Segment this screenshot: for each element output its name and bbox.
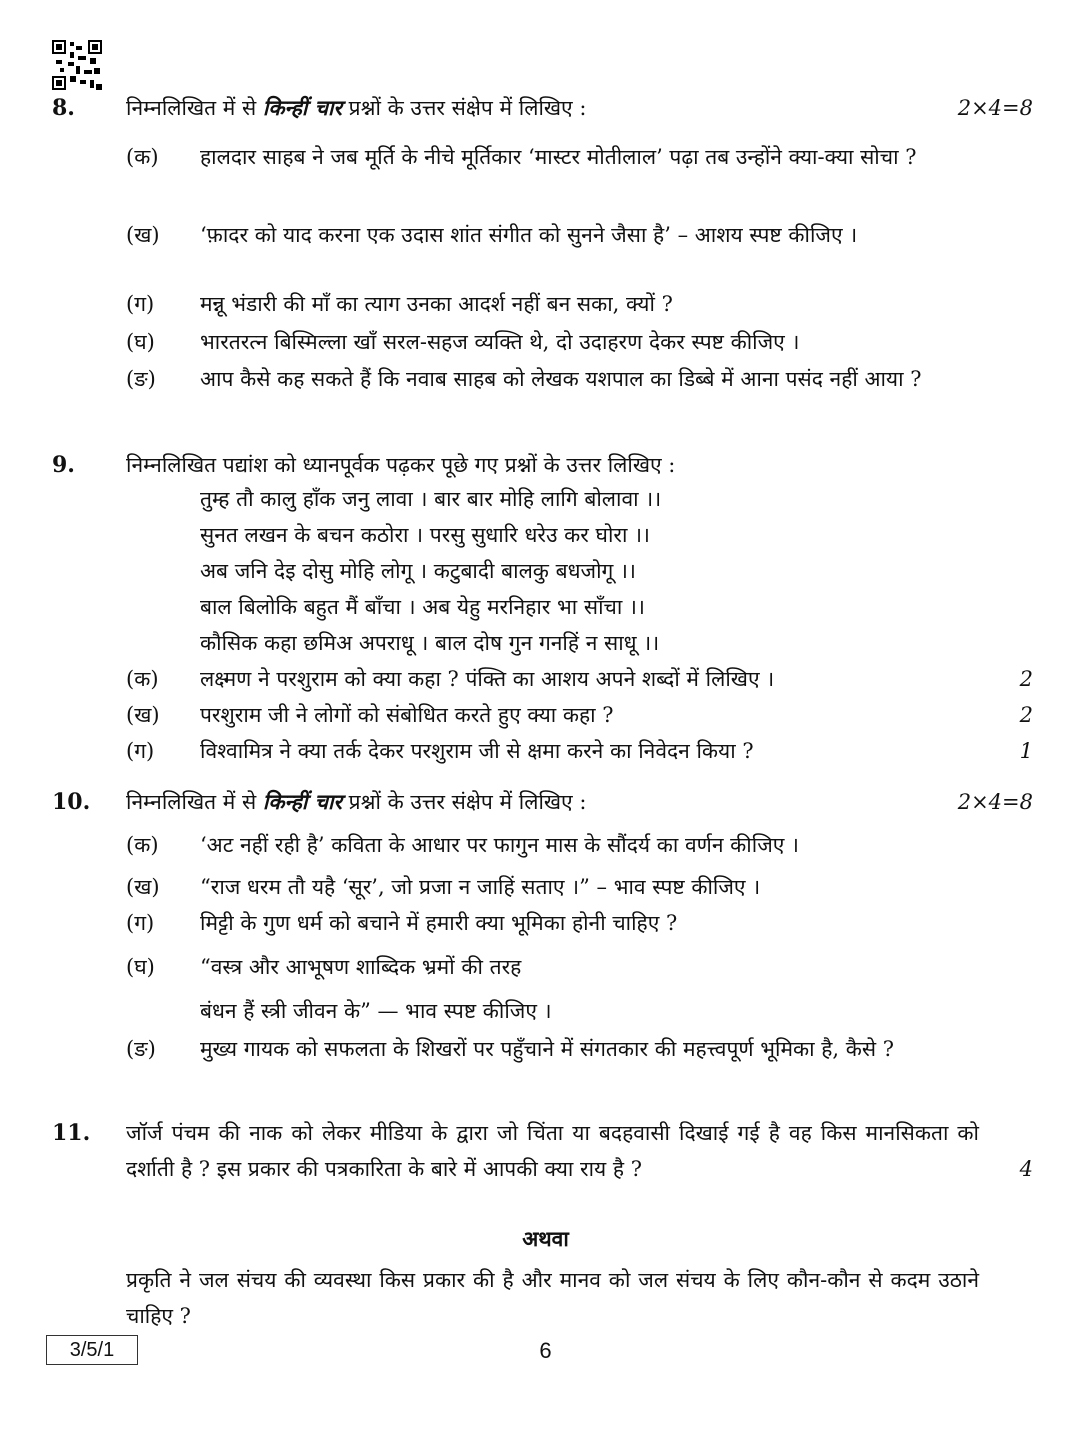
item-label: (ङ)	[126, 1037, 156, 1061]
question-number: 10.	[52, 789, 91, 815]
item-label: (ग)	[126, 911, 155, 935]
page-number: 6	[539, 1338, 552, 1363]
item-label: (ग)	[126, 739, 155, 763]
item-label: (घ)	[126, 955, 155, 979]
item-text: “राज धरम तौ यहै ‘सूर’, जो प्रजा न जाहिं सताए ।” – भाव स्पष्ट कीजिए ।	[200, 875, 761, 899]
item-text: बंधन हैं स्त्री जीवन के” — भाव स्पष्ट कीजिए ।	[200, 999, 552, 1023]
item-text: आप कैसे कह सकते हैं कि नवाब साहब को लेखक यशपाल का डिब्बे में आना पसंद नहीं आया ?	[200, 367, 922, 391]
question-intro: निम्नलिखित पद्यांश को ध्यानपूर्वक पढ़कर पूछे गए प्रश्नों के उत्तर लिखिए :	[126, 453, 676, 477]
item-text: परशुराम जी ने लोगों को संबोधित करते हुए क्या कहा ?	[200, 703, 614, 727]
alternative-question: प्रकृति ने जल संचय की व्यवस्था किस प्रकार की है और मानव को जल संचय के लिए कौन-कौन से कदम उठाने चाहिए ?	[126, 1268, 979, 1328]
question-number: 11.	[52, 1120, 91, 1146]
item-text: “वस्त्र और आभूषण शाब्दिक भ्रमों की तरह	[200, 955, 522, 979]
item-label: (ग)	[126, 292, 155, 316]
item-label: (क)	[126, 145, 159, 169]
item-label: (ख)	[126, 223, 160, 247]
item-text: ‘अट नहीं रही है’ कविता के आधार पर फागुन मास के सौंदर्य का वर्णन कीजिए ।	[200, 833, 800, 857]
item-label: (ख)	[126, 875, 160, 899]
verse-line: सुनत लखन के बचन कठोरा । परसु सुधारि धरेउ कर घोरा ।।	[200, 523, 650, 547]
question-marks: 2×4=8	[957, 96, 1033, 120]
question-number: 8.	[52, 95, 75, 121]
item-text: हालदार साहब ने जब मूर्ति के नीचे मूर्तिकार ‘मास्टर मोतीलाल’ पढ़ा तब उन्होंने क्या-क्या सोचा ?	[200, 145, 917, 169]
item-label: (ङ)	[126, 367, 156, 391]
item-text: मुख्य गायक को सफलता के शिखरों पर पहुँचाने में संगतकार की महत्त्वपूर्ण भूमिका है, कैसे ?	[200, 1037, 895, 1061]
verse-line: अब जनि देइ दोसु मोहि लोगू । कटुबादी बालकु बधजोगू ।।	[200, 559, 636, 583]
verse-line: कौसिक कहा छमिअ अपराधू । बाल दोष गुन गनहिं न साधू ।।	[200, 631, 660, 655]
item-text: मन्नू भंडारी की माँ का त्याग उनका आदर्श नहीं बन सका, क्यों ?	[200, 292, 673, 316]
item-text: लक्ष्मण ने परशुराम को क्या कहा ? पंक्ति का आशय अपने शब्दों में लिखिए ।	[200, 667, 775, 691]
item-text: ‘फ़ादर को याद करना एक उदास शांत संगीत को सुनने जैसा है’ – आशय स्पष्ट कीजिए ।	[200, 223, 858, 247]
qr-code	[52, 40, 102, 90]
item-label: (ख)	[126, 703, 160, 727]
item-label: (क)	[126, 833, 159, 857]
item-label: (क)	[126, 667, 159, 691]
item-marks: 1	[1019, 739, 1033, 763]
question-intro: निम्नलिखित में से किन्हीं चार प्रश्नों के उत्तर संक्षेप में लिखिए :	[126, 789, 587, 814]
item-marks: 2	[1019, 703, 1033, 727]
paper-code: 3/5/1	[46, 1335, 138, 1365]
question-intro: निम्नलिखित में से किन्हीं चार प्रश्नों के उत्तर संक्षेप में लिखिए :	[126, 95, 587, 120]
question-number: 9.	[52, 452, 75, 478]
or-label: अथवा	[522, 1226, 569, 1251]
item-label: (घ)	[126, 330, 155, 354]
verse-line: तुम्ह तौ कालु हाँक जनु लावा । बार बार मोहि लागि बोलावा ।।	[200, 487, 662, 511]
item-text: विश्वामित्र ने क्या तर्क देकर परशुराम जी से क्षमा करने का निवेदन किया ?	[200, 739, 754, 763]
verse-line: बाल बिलोकि बहुत मैं बाँचा । अब येहु मरनिहार भा साँचा ।।	[200, 595, 645, 619]
question-marks: 4	[1019, 1157, 1033, 1181]
item-marks: 2	[1019, 667, 1033, 691]
question-text: जॉर्ज पंचम की नाक को लेकर मीडिया के द्वारा जो चिंता या बदहवासी दिखाई गई है वह किस मानसिकता को दर्शाती है ? इस प्रकार की पत्रकारिता के बारे में आपकी क्या राय है ?	[126, 1121, 979, 1181]
question-marks: 2×4=8	[957, 790, 1033, 814]
item-text: मिट्टी के गुण धर्म को बचाने में हमारी क्या भूमिका होनी चाहिए ?	[200, 911, 678, 935]
item-text: भारतरत्न बिस्मिल्ला खाँ सरल-सहज व्यक्ति थे, दो उदाहरण देकर स्पष्ट कीजिए ।	[200, 330, 800, 354]
